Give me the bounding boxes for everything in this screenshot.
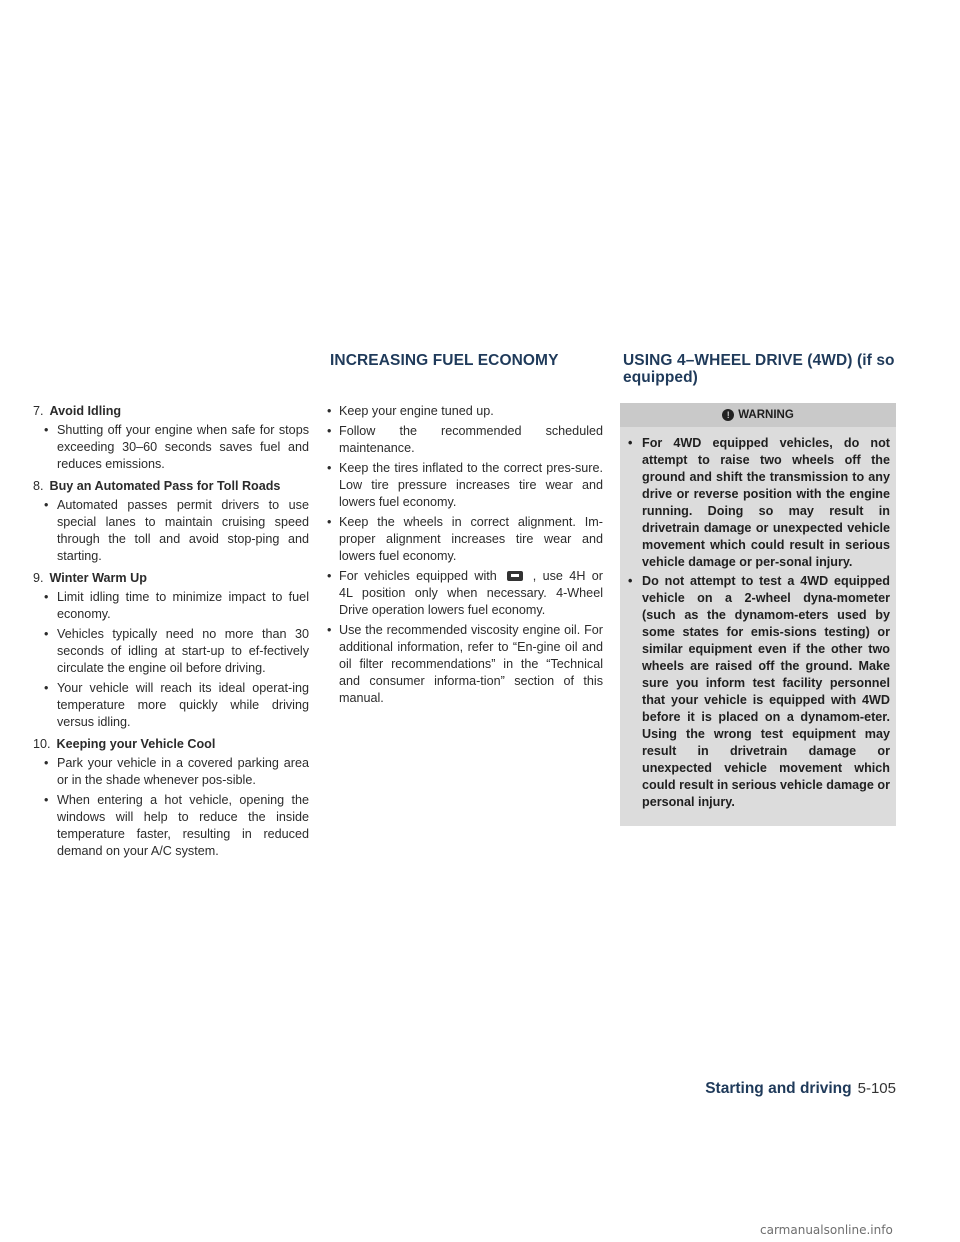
warning-body	[620, 427, 896, 826]
bullet-text-after-icon: , use 4H or 4L position only when necessary. 4-Wheel Drive operation lowers fuel economy.	[339, 569, 603, 617]
item-heading	[33, 403, 309, 420]
list-item	[33, 403, 309, 473]
column-right	[620, 403, 896, 826]
warning-icon: !	[722, 409, 734, 421]
bullet-text: • Use the recommended viscosity engine oil. For additional information, refer to “En-gine oil and oil filter recommendations” in the “Technical and consumer informa-tion” section of this manual.	[327, 622, 603, 707]
bullet-text-before-icon: For vehicles equipped with	[339, 569, 497, 583]
item-title: Winter Warm Up	[49, 571, 147, 585]
bullet-text: • Follow the recommended scheduled maintenance.	[327, 423, 603, 457]
4x4-icon	[507, 571, 523, 581]
bullet-text: • Keep your engine tuned up.	[327, 403, 603, 420]
bullet-text: • Keep the wheels in correct alignment. Im-proper alignment increases tire wear and lowers fuel economy.	[327, 514, 603, 565]
bullet-text: • Shutting off your engine when safe for stops exceeding 30–60 seconds saves fuel and reduces emissions.	[33, 422, 309, 473]
bullet-text: • Limit idling time to minimize impact to fuel economy.	[33, 589, 309, 623]
bullet-text: • Your vehicle will reach its ideal operat-ing temperature more quickly while driving versus idling.	[33, 680, 309, 731]
section-heading-4wd: USING 4–WHEEL DRIVE (4WD) (if so equipped)	[623, 352, 895, 386]
page-footer	[700, 1080, 896, 1098]
bullet-text: • Vehicles typically need no more than 30 seconds of idling at start-up to ef-fectively circulate the engine oil before driving.	[33, 626, 309, 677]
list-item	[33, 570, 309, 731]
item-heading	[33, 478, 309, 495]
item-number: 9.	[33, 571, 44, 585]
item-number: 7.	[33, 404, 44, 418]
warning-title: WARNING	[738, 408, 794, 421]
item-title: Keeping your Vehicle Cool	[56, 737, 216, 751]
item-number: 8.	[33, 479, 44, 493]
item-title: Buy an Automated Pass for Toll Roads	[49, 479, 281, 493]
warning-bullet: • For 4WD equipped vehicles, do not attempt to raise two wheels off the ground and shift the transmission to any drive or reverse position with the engine running. Doing so may result in drivetrain damage or unexpected vehicle movement which could result in serious vehicle damage or per-sonal injury.	[626, 435, 890, 571]
warning-header	[620, 403, 896, 427]
item-title: Avoid Idling	[49, 404, 122, 418]
item-number: 10.	[33, 737, 51, 751]
footer-section-title: Starting and driving	[705, 1080, 852, 1097]
bullet-text: • When entering a hot vehicle, opening the windows will help to reduce the inside temperature faster, resulting in reduced demand on your A/C system.	[33, 792, 309, 860]
warning-bullet: • Do not attempt to test a 4WD equipped vehicle on a 2-wheel dyna-mometer (such as the dynamom-eters used by some states for emis-sions testing) or similar equipment even if the other two wheels are raised off the ground. Make sure you inform test facility personnel that your vehicle is equipped with 4WD before it is placed on a dynamom-eter. Using the wrong test equipment may result in drivetrain damage or unexpected vehicle movement which could result in serious vehicle damage or personal injury.	[626, 573, 890, 811]
list-item	[33, 478, 309, 565]
watermark: carmanualsonline.info	[760, 1223, 893, 1237]
section-heading-fuel-economy: INCREASING FUEL ECONOMY	[330, 352, 559, 369]
bullet-text: • Automated passes permit drivers to use special lanes to maintain cruising speed through the toll and avoid stop-ping and starting.	[33, 497, 309, 565]
column-middle	[327, 403, 603, 712]
item-heading	[33, 736, 309, 753]
column-left	[33, 403, 309, 865]
item-heading	[33, 570, 309, 587]
list-item	[33, 736, 309, 860]
warning-box	[620, 403, 896, 826]
page-number: 5-105	[857, 1080, 896, 1097]
bullet-4wd	[327, 568, 603, 619]
bullet-text: • Keep the tires inflated to the correct pres-sure. Low tire pressure increases tire wear and lowers fuel economy.	[327, 460, 603, 511]
bullet-text: • Park your vehicle in a covered parking area or in the shade whenever pos-sible.	[33, 755, 309, 789]
